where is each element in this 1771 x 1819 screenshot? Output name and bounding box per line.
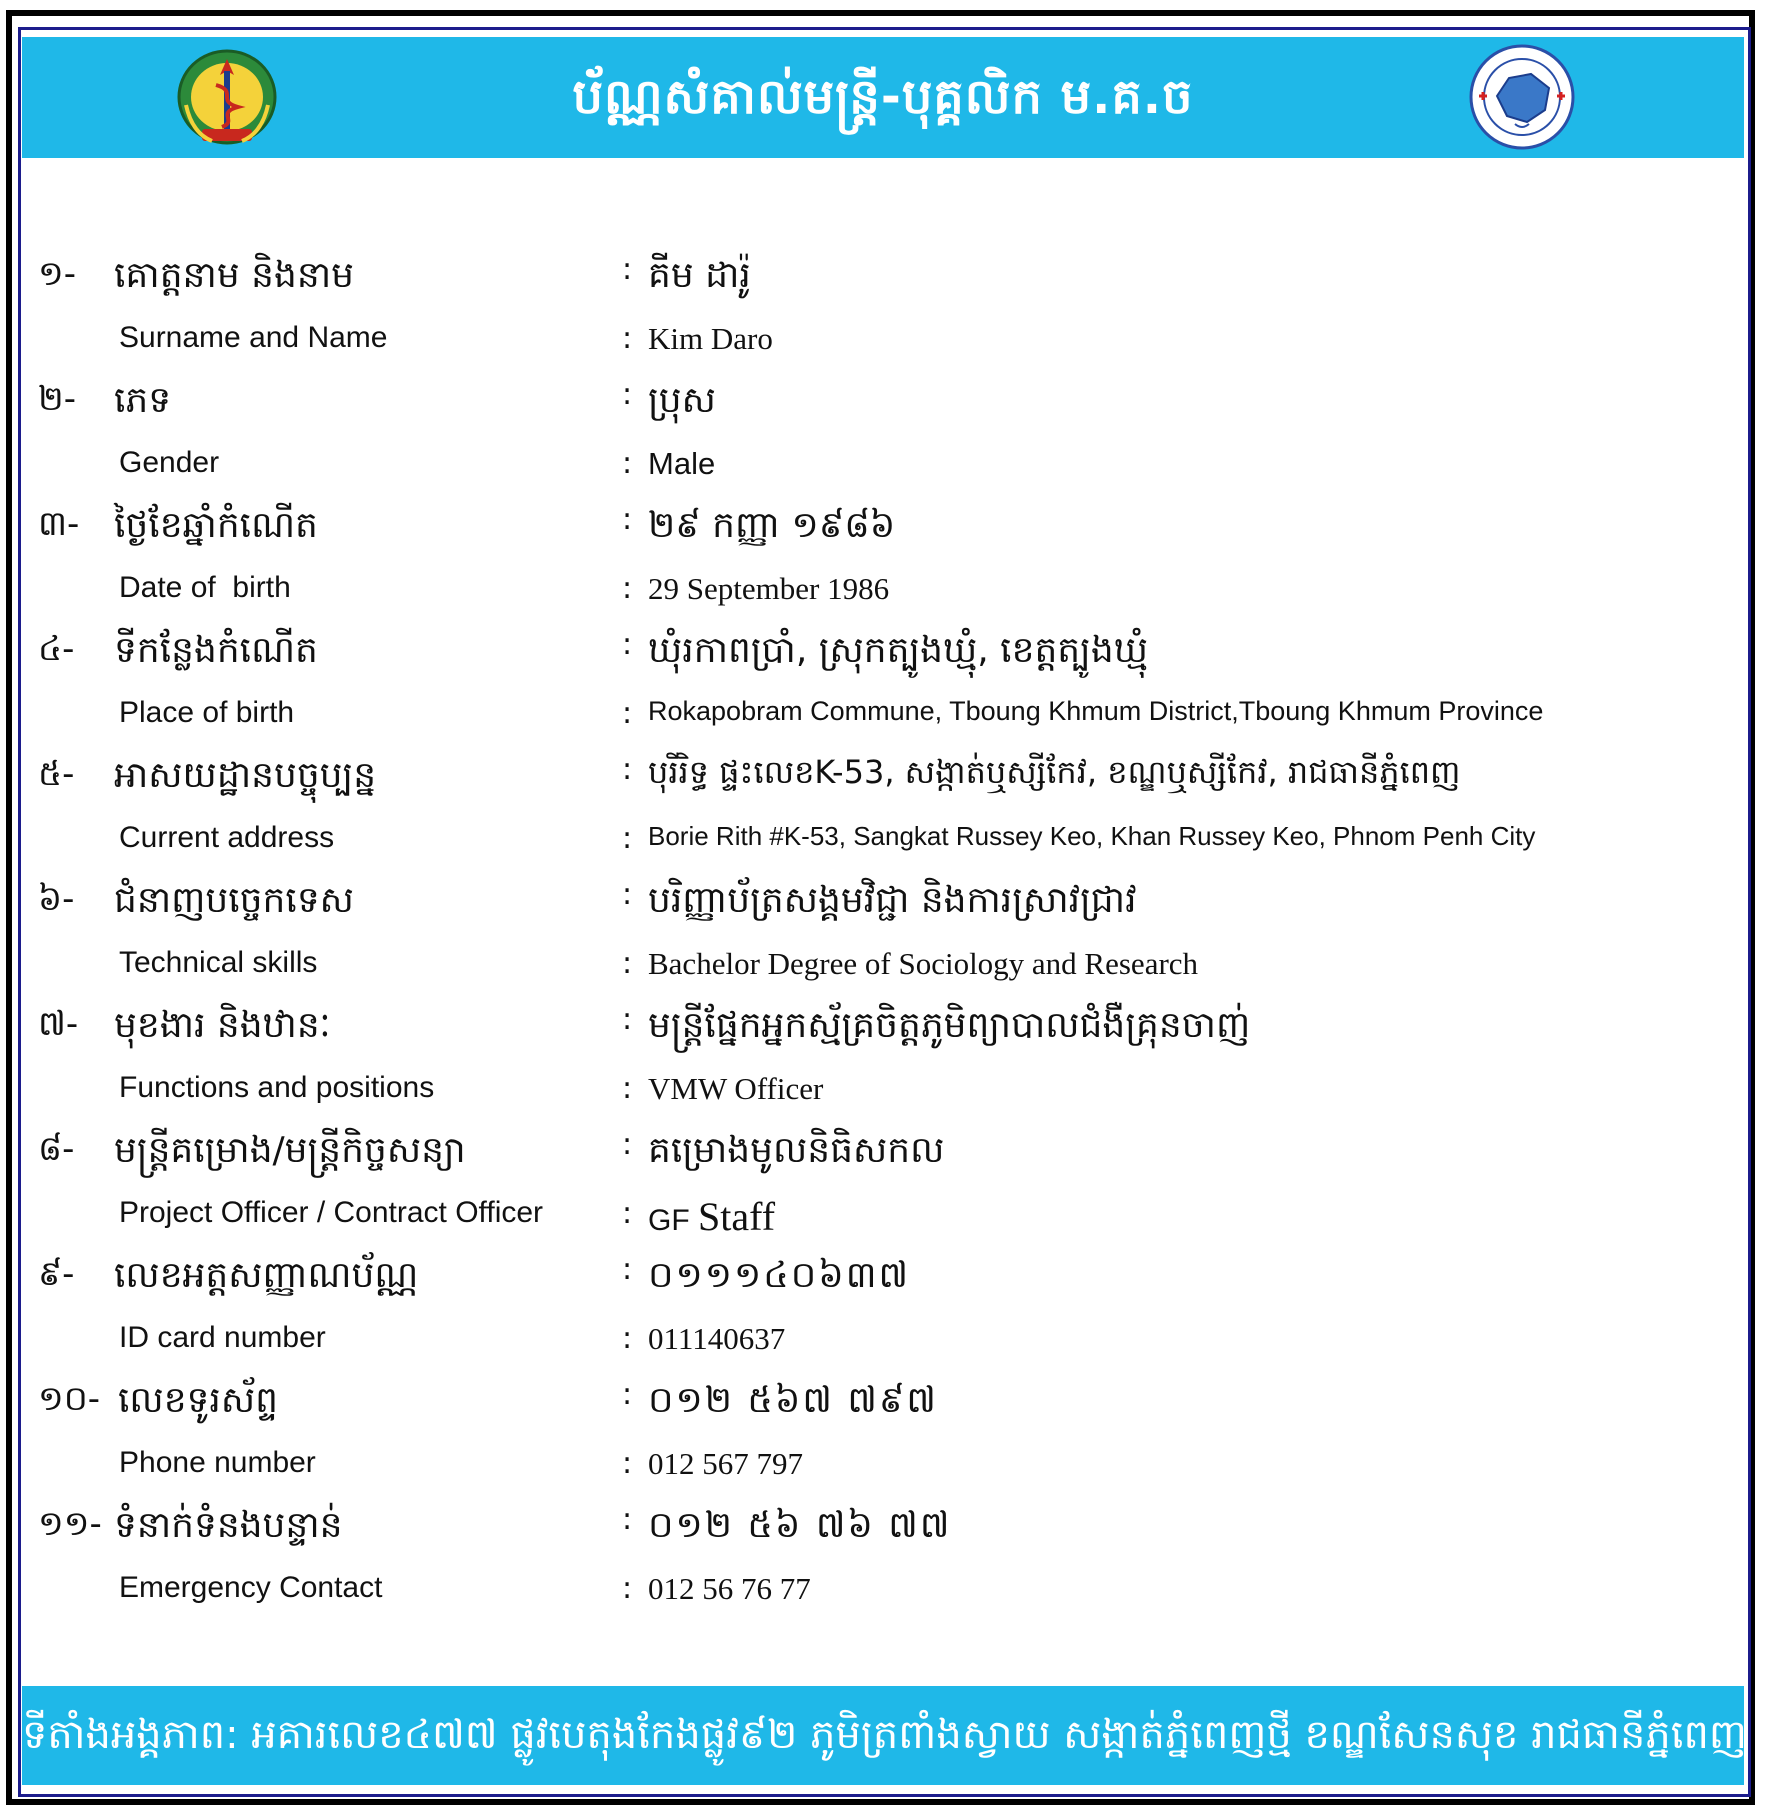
field-number: ៦- [38,879,75,919]
field-value-en: 29 September 1986 [648,571,890,606]
field-label-en: Place of birth [119,696,295,729]
colon: : [622,1002,633,1037]
field-number: ១- [38,254,77,294]
field-number: ៩- [38,1254,75,1294]
field-label-km: គោត្តនាម និងនាម [114,255,354,296]
field-row-11-km [0,1502,1771,1564]
field-row-10-km [0,1377,1771,1439]
field-value-km: មន្ត្រីផ្នែកអ្នកស្ម័គ្រចិត្តភូមិព្យាបាលជំងឺគ្រុនចាញ់ [648,1005,1251,1046]
field-value-en: Rokapobram Commune, Tboung Khmum District,Tboung Khmum Province [648,696,1544,726]
footer-band [22,1686,1747,1785]
field-value-en-part-a: GF [648,1204,698,1237]
colon: : [622,1446,633,1481]
field-value-km: គីម ដារ៉ូ [648,255,751,296]
field-number: ៤- [38,629,75,669]
field-value-en [648,1193,775,1240]
field-number: ១០- [38,1379,101,1419]
colon: : [622,1127,633,1162]
card-title: ប័ណ្ណសំគាល់មន្ត្រី-បុគ្គលិក ម.គ.ច [572,69,1194,125]
field-label-km: អាសយដ្ឋានបច្ចុប្បន្ន [114,755,377,796]
field-label-km: លេខទូរស័ព្ទ [118,1380,278,1421]
field-row-10-en [0,1446,1771,1508]
field-label-en: Functions and positions [119,1071,435,1104]
field-row-1-en [0,321,1771,383]
colon: : [622,1377,633,1412]
field-label-km: លេខអត្តសញ្ញាណប័ណ្ណ [114,1255,419,1296]
field-number: ២- [38,379,77,419]
field-value-km: ឃុំរកាពប្រាំ, ស្រុកត្បូងឃ្មុំ, ខេត្តត្បូងឃ្មុំ [648,630,1148,671]
field-value-km: ២៩ កញ្ញា ១៩៨៦ [648,505,896,546]
field-value-km: ០១២ ៥៦៧ ៧៩៧ [648,1380,938,1421]
colon: : [622,1196,633,1231]
field-label-en: Phone number [119,1446,316,1479]
field-label-km: ទីកន្លែងកំណើត [114,630,318,671]
field-row-4-en [0,696,1771,758]
field-label-km: មន្ត្រីគម្រោង/មន្ត្រីកិច្ចសន្យា [114,1130,466,1171]
field-label-km: ថ្ងៃខែឆ្នាំកំណើត [114,505,318,546]
field-label-en: Current address [119,821,335,854]
field-value-en: Male [648,446,716,481]
field-row-4-km [0,627,1771,689]
field-label-en: Emergency Contact [119,1571,383,1604]
colon: : [622,1321,633,1356]
colon: : [622,1071,633,1106]
field-value-en: Kim Daro [648,321,773,356]
colon: : [622,252,633,287]
field-row-9-en [0,1321,1771,1383]
colon: : [622,946,633,981]
ministry-of-health-emblem-icon [172,45,282,149]
field-row-6-km [0,877,1771,939]
colon: : [622,377,633,412]
field-row-2-en [0,446,1771,508]
colon: : [622,752,633,787]
colon: : [622,1502,633,1537]
field-label-en: Technical skills [119,946,318,979]
field-label-en: Date of birth [119,571,291,604]
field-row-11-en [0,1571,1771,1633]
colon: : [622,571,633,606]
field-label-km: ភេទ [114,380,172,421]
field-row-3-en [0,571,1771,633]
field-value-en: VMW Officer [648,1071,824,1106]
field-label-km: មុខងារ និងឋានៈ [114,1005,331,1046]
field-number: ៥- [38,754,75,794]
field-number: ៨- [38,1129,75,1169]
field-label-en: ID card number [119,1321,326,1354]
footer-address: ទីតាំងអង្គភាព: អគារលេខ៤៧៧ ផ្លូវបេតុងកែងផ្លូវ៩២ ភូមិត្រពាំងស្វាយ សង្កាត់ភ្នំពេញថ្មី ខណ្ឌសែនសុខ រាជធានីភ្នំពេញ [22,1712,1747,1758]
colon: : [622,877,633,912]
colon: : [622,1252,633,1287]
field-value-km: បុរីរិទ្ធ ផ្ទះលេខK-53, សង្កាត់ឬស្សីកែវ, ខណ្ឌឬស្សីកែវ, រាជធានីភ្នំពេញ [648,753,1461,791]
field-value-km: ០១១១៤០៦៣៧ [648,1255,910,1296]
field-value-en: 012 567 797 [648,1446,803,1481]
field-value-km: ប្រុស [648,380,716,421]
colon: : [622,1571,633,1606]
field-row-5-en [0,821,1771,883]
field-number: ៧- [38,1004,79,1044]
field-value-en: 011140637 [648,1321,786,1356]
field-value-en: 012 56 76 77 [648,1571,811,1606]
field-row-3-km [0,502,1771,564]
field-label-en: Gender [119,446,220,479]
colon: : [622,627,633,662]
field-value-en-part-b: Staff [698,1194,776,1239]
field-value-km: បរិញ្ញាប័ត្រសង្គមវិជ្ជា និងការស្រាវជ្រាវ [648,880,1137,921]
field-value-km: ០១២ ៥៦ ៧៦ ៧៧ [648,1505,952,1546]
field-row-1-km [0,252,1771,314]
field-label-km: ជំនាញបច្ចេកទេស [114,880,354,921]
field-row-5-km [0,752,1771,814]
field-row-6-en [0,946,1771,1008]
field-row-9-km [0,1252,1771,1314]
field-row-8-km [0,1127,1771,1189]
field-number: ៣- [38,504,80,544]
field-row-7-en [0,1071,1771,1133]
field-number: ១១- [38,1504,102,1544]
colon: : [622,821,633,856]
cnm-logo-icon [1469,44,1575,150]
field-label-km: ទំនាក់ទំនងបន្ទាន់ [114,1505,343,1546]
colon: : [622,321,633,356]
field-label-en: Surname and Name [119,321,388,354]
field-value-en: Borie Rith #K-53, Sangkat Russey Keo, Khan Russey Keo, Phnom Penh City [648,821,1536,851]
header-band [22,37,1744,158]
colon: : [622,502,633,537]
colon: : [622,696,633,731]
field-row-2-km [0,377,1771,439]
field-value-en: Bachelor Degree of Sociology and Research [648,946,1199,981]
colon: : [622,446,633,481]
field-label-en: Project Officer / Contract Officer [119,1196,544,1229]
field-row-7-km [0,1002,1771,1064]
field-row-8-en [0,1193,1771,1255]
field-value-km: គម្រោងមូលនិធិសកល [648,1130,945,1171]
